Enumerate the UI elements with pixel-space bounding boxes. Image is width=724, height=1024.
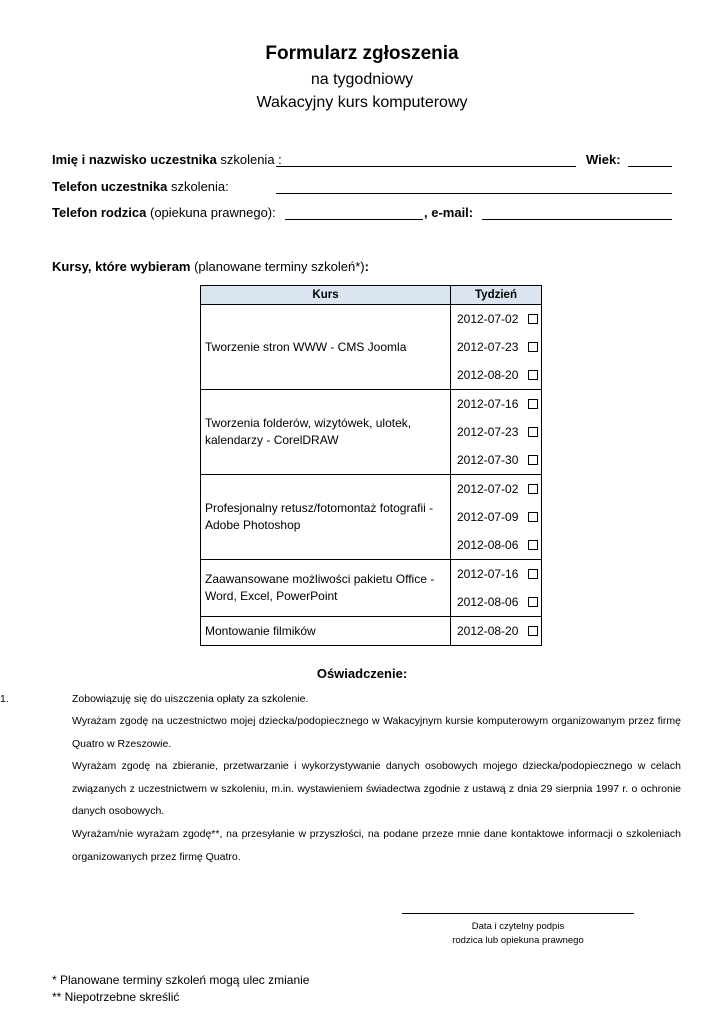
declaration-item-1 (0, 688, 681, 711)
week-option[interactable] (451, 588, 541, 616)
parent-phone-label-rest: (opiekuna prawnego): (146, 205, 276, 220)
declaration-text-2: Wyrażam zgodę na uczestnictwo mojej dziecka/podopiecznego w Wakacyjnym kursie komputerowym organizowanym przez firmę Quatro w Rzeszowie. (72, 715, 681, 750)
week-option[interactable] (451, 390, 541, 418)
phone-label-rest: szkolenia: (167, 179, 229, 194)
course-row (201, 390, 542, 475)
signature-line[interactable] (402, 913, 634, 914)
course-name: Tworzenia folderów, wizytówek, ulotek, kalendarzy - CorelDRAW (201, 390, 451, 475)
week-checkbox[interactable] (528, 314, 538, 324)
week-date: 2012-07-16 (457, 567, 519, 581)
col-week-header: Tydzień (451, 286, 542, 305)
course-row (201, 475, 542, 560)
courses-table-header (201, 286, 542, 305)
week-checkbox[interactable] (528, 626, 538, 636)
week-date: 2012-07-16 (457, 397, 519, 411)
name-label-bold: Imię i nazwisko uczestnika (52, 152, 217, 167)
week-option[interactable] (451, 531, 541, 559)
signature-caption-2: rodzica lub opiekuna prawnego (452, 935, 584, 946)
page-title: Formularz zgłoszenia (265, 43, 459, 64)
week-option[interactable] (451, 361, 541, 389)
name-label (52, 152, 282, 167)
week-option[interactable] (451, 617, 541, 645)
week-date: 2012-08-20 (457, 368, 519, 382)
declaration-num-1: 1. (0, 693, 9, 705)
week-option[interactable] (451, 503, 541, 531)
name-label-rest: szkolenia : (216, 152, 282, 167)
phone-label-bold: Telefon uczestnika (52, 179, 168, 194)
courses-table (200, 285, 542, 646)
week-option[interactable] (451, 333, 541, 361)
week-checkbox[interactable] (528, 455, 538, 465)
week-checkbox[interactable] (528, 569, 538, 579)
week-date: 2012-07-23 (457, 425, 519, 439)
course-name: Zaawansowane możliwości pakietu Office - Word, Excel, PowerPoint (201, 560, 451, 617)
week-date: 2012-08-06 (457, 595, 519, 609)
declaration-heading: Oświadczenie: (316, 666, 408, 681)
course-name: Profesjonalny retusz/fotomontaż fotografii - Adobe Photoshop (201, 475, 451, 560)
email-field[interactable] (482, 219, 672, 220)
week-checkbox[interactable] (528, 540, 538, 550)
parent-phone-label (52, 205, 276, 220)
week-option[interactable] (451, 560, 541, 588)
page-subtitle-2: Wakacyjny kurs komputerowy (256, 94, 468, 111)
week-checkbox[interactable] (528, 484, 538, 494)
week-checkbox[interactable] (528, 512, 538, 522)
week-option[interactable] (451, 475, 541, 503)
week-date: 2012-08-20 (457, 624, 519, 638)
course-name: Tworzenie stron WWW - CMS Joomla (201, 305, 451, 390)
footnote-2: ** Niepotrzebne skreślić (52, 990, 180, 1004)
course-name: Montowanie filmików (201, 617, 451, 646)
age-label: Wiek: (586, 152, 621, 167)
declaration-item-2 (72, 710, 681, 755)
courses-heading-bold: Kursy, które wybieram (52, 259, 191, 274)
week-date: 2012-08-06 (457, 538, 519, 552)
week-option[interactable] (451, 305, 541, 333)
course-weeks (451, 560, 542, 617)
declaration-text-3: Wyrażam zgodę na zbieranie, przetwarzanie i wykorzystywanie danych osobowych mojego dziecka/podopiecznego w celach związanych z uczestnictwem w szkoleniu, m.in. wystawieniem świadectwa zgodnie z ustawą z dnia 29 sierpnia 1997 r. o ochronie danych osobowych. (72, 760, 681, 817)
col-course-header: Kurs (201, 286, 451, 305)
phone-label (52, 179, 229, 194)
week-checkbox[interactable] (528, 342, 538, 352)
footnote-1: * Planowane terminy szkoleń mogą ulec zmianie (52, 973, 310, 987)
course-row (201, 305, 542, 390)
week-date: 2012-07-30 (457, 453, 519, 467)
week-option[interactable] (451, 418, 541, 446)
week-checkbox[interactable] (528, 597, 538, 607)
week-checkbox[interactable] (528, 427, 538, 437)
signature-caption-1: Data i czytelny podpis (471, 921, 565, 932)
parent-phone-label-bold: Telefon rodzica (52, 205, 147, 220)
course-row (201, 560, 542, 617)
declaration-text-4: Wyrażam/nie wyrażam zgodę**, na przesyłanie w przyszłości, na podane przeze mnie dane kontaktowe informacji o szkoleniach organizowanych przez firmę Quatro. (72, 828, 681, 863)
course-weeks (451, 475, 542, 560)
age-field[interactable] (628, 166, 672, 167)
page-subtitle-1: na tygodniowy (310, 71, 414, 88)
courses-heading-rest: (planowane terminy szkoleń*) (190, 259, 365, 274)
courses-heading-end: : (364, 259, 369, 274)
week-date: 2012-07-09 (457, 510, 519, 524)
week-option[interactable] (451, 446, 541, 474)
course-weeks (451, 305, 542, 390)
courses-heading (52, 259, 369, 274)
declaration-item-4 (72, 823, 681, 868)
week-checkbox[interactable] (528, 399, 538, 409)
phone-field[interactable] (276, 193, 672, 194)
course-row (201, 617, 542, 646)
name-field[interactable] (276, 166, 576, 167)
email-label: , e-mail: (424, 205, 474, 220)
week-date: 2012-07-02 (457, 312, 519, 326)
declaration-text-1: Zobowiązuję się do uiszczenia opłaty za szkolenie. (72, 693, 309, 705)
course-weeks (451, 617, 542, 646)
week-date: 2012-07-02 (457, 482, 519, 496)
week-checkbox[interactable] (528, 370, 538, 380)
declaration-item-3 (72, 755, 681, 823)
week-date: 2012-07-23 (457, 340, 519, 354)
parent-phone-field[interactable] (285, 219, 423, 220)
course-weeks (451, 390, 542, 475)
